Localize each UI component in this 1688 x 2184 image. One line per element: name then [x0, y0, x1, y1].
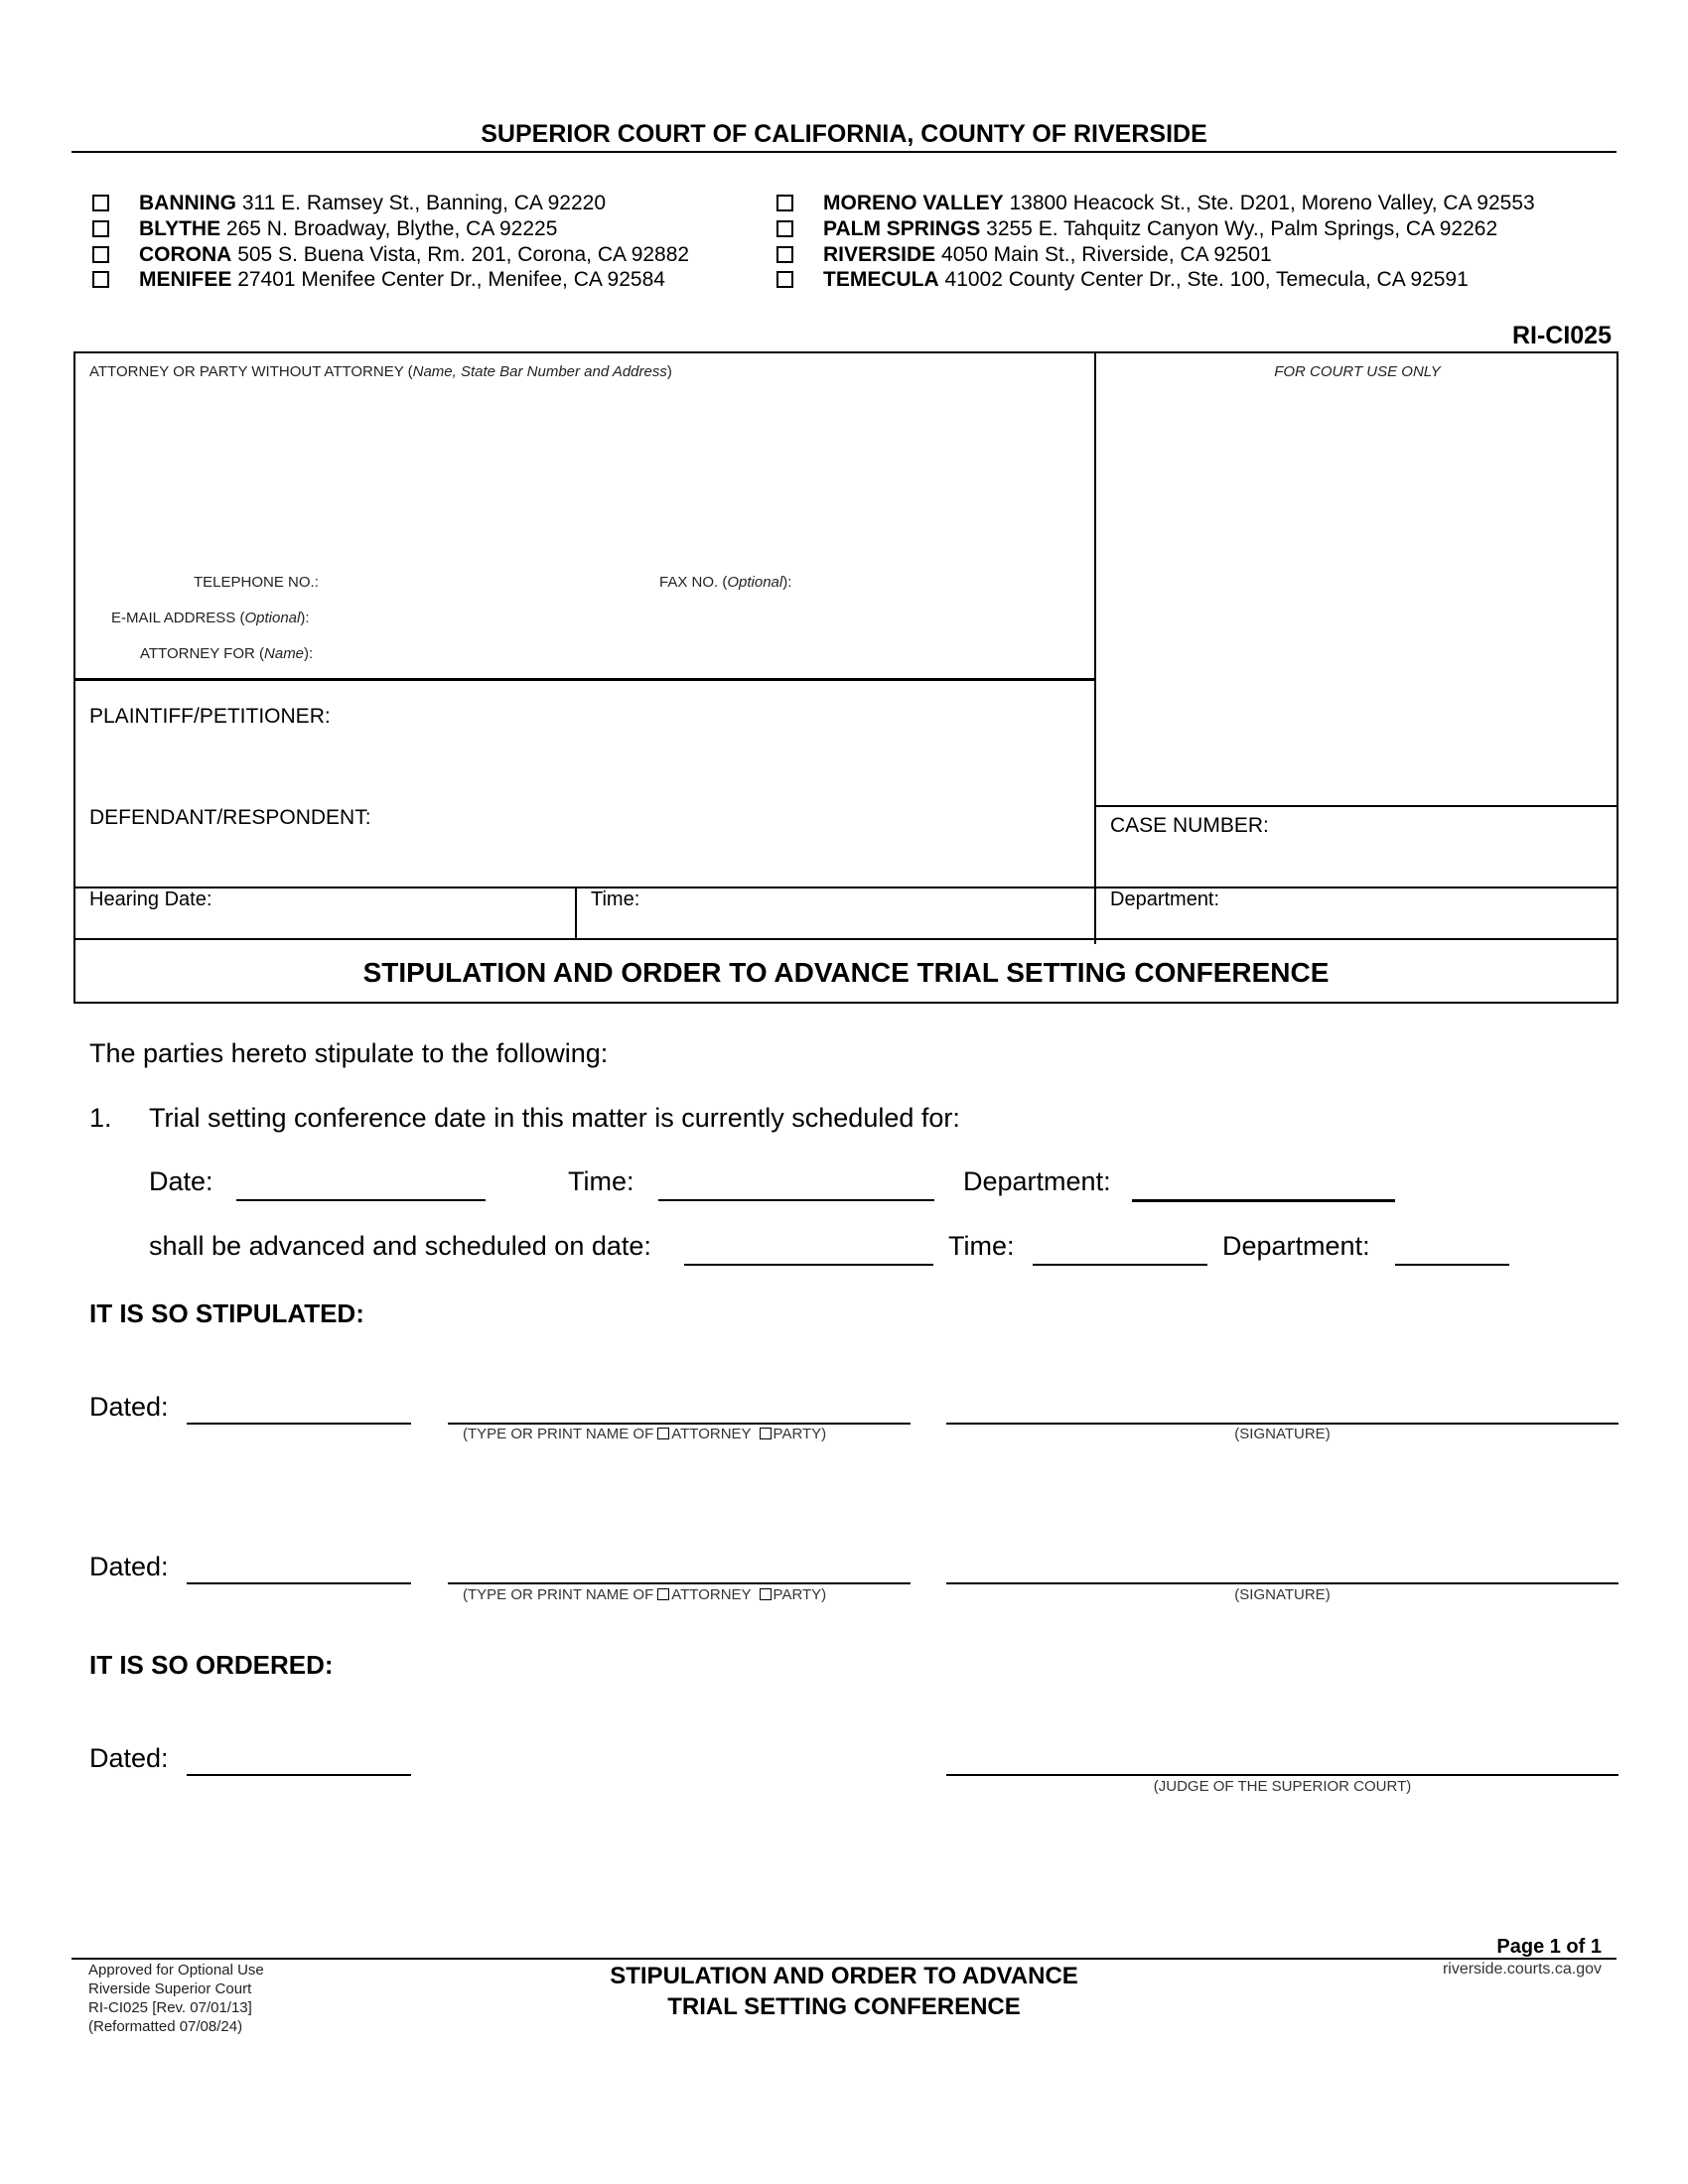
divider-title-top — [73, 938, 1618, 940]
fax-label: FAX NO. (Optional): — [659, 574, 792, 591]
current-department-field[interactable] — [1132, 1199, 1395, 1202]
court-blythe: BLYTHE 265 N. Broadway, Blythe, CA 92225 — [139, 217, 558, 240]
printed-name-field-2[interactable] — [448, 1582, 911, 1584]
signature-caption-2: (SIGNATURE) — [1234, 1586, 1331, 1603]
divider-hearing-top — [73, 887, 1618, 888]
form-number: RI-CI025 — [1511, 322, 1612, 349]
advance-department-label: Department: — [1222, 1231, 1370, 1261]
court-banning: BANNING 311 E. Ramsey St., Banning, CA 92220 — [139, 192, 607, 214]
court-corona: CORONA 505 S. Buena Vista, Rm. 201, Corona, CA 92882 — [139, 243, 690, 266]
hearing-time-label: Time: — [591, 888, 640, 910]
email-label: E-MAIL ADDRESS (Optional): — [111, 610, 310, 626]
court-palm-springs: PALM SPRINGS 3255 E. Tahquitz Canyon Wy., Palm Springs, CA 92262 — [823, 217, 1498, 240]
hearing-department-label: Department: — [1110, 888, 1220, 910]
current-date-field[interactable] — [236, 1199, 486, 1201]
advance-label: shall be advanced and scheduled on date: — [149, 1231, 651, 1261]
advance-time-field[interactable] — [1033, 1264, 1207, 1266]
current-time-field[interactable] — [658, 1199, 934, 1201]
checkbox-riverside[interactable] — [776, 246, 793, 263]
footer-reformatted: (Reformatted 07/08/24) — [88, 2018, 243, 2035]
party-checkbox-1[interactable] — [760, 1428, 772, 1439]
printed-name-field-1[interactable] — [448, 1423, 911, 1425]
court-use-label: FOR COURT USE ONLY — [1274, 363, 1441, 380]
footer-website[interactable]: riverside.courts.ca.gov — [1442, 1961, 1602, 1978]
footer-title-1: STIPULATION AND ORDER TO ADVANCE — [610, 1963, 1078, 1989]
court-moreno-valley: MORENO VALLEY 13800 Heacock St., Ste. D201, Moreno Valley, CA 92553 — [823, 192, 1535, 214]
court-title: SUPERIOR COURT OF CALIFORNIA, COUNTY OF RIVERSIDE — [481, 120, 1207, 148]
signature-field-2[interactable] — [946, 1582, 1618, 1584]
checkbox-palm-springs[interactable] — [776, 220, 793, 237]
printed-name-caption-2: (TYPE OR PRINT NAME OF ATTORNEY PARTY) — [463, 1586, 827, 1603]
current-date-label: Date: — [149, 1166, 213, 1196]
form-title: STIPULATION AND ORDER TO ADVANCE TRIAL SETTING CONFERENCE — [362, 957, 1330, 988]
divider-vertical-main — [1094, 351, 1096, 944]
judge-signature-field[interactable] — [946, 1774, 1618, 1776]
footer-rule — [71, 1958, 1617, 1960]
ordered-heading: IT IS SO ORDERED: — [89, 1650, 334, 1680]
divider-case-top — [1094, 805, 1618, 807]
divider-attorney-bottom — [73, 678, 1096, 681]
court-riverside: RIVERSIDE 4050 Main St., Riverside, CA 92501 — [823, 243, 1272, 266]
footer-approved: Approved for Optional Use — [88, 1962, 264, 1979]
printed-name-caption-1: (TYPE OR PRINT NAME OF ATTORNEY PARTY) — [463, 1426, 827, 1442]
divider-hearing-time — [575, 887, 577, 939]
court-temecula: TEMECULA 41002 County Center Dr., Ste. 100, Temecula, CA 92591 — [823, 268, 1469, 291]
dated-field-2[interactable] — [187, 1582, 411, 1584]
footer-title-2: TRIAL SETTING CONFERENCE — [667, 1993, 1021, 2020]
current-department-label: Department: — [963, 1166, 1111, 1196]
hearing-date-label: Hearing Date: — [89, 888, 212, 910]
item-number: 1. — [89, 1103, 112, 1133]
defendant-label: DEFENDANT/RESPONDENT: — [89, 806, 371, 829]
dated-label-1: Dated: — [89, 1392, 169, 1422]
attorney-checkbox-1[interactable] — [657, 1428, 669, 1439]
dated-label-judge: Dated: — [89, 1743, 169, 1773]
checkbox-menifee[interactable] — [92, 271, 109, 288]
plaintiff-label: PLAINTIFF/PETITIONER: — [89, 705, 331, 728]
item-text: Trial setting conference date in this matter is currently scheduled for: — [149, 1103, 960, 1133]
attorney-checkbox-2[interactable] — [657, 1588, 669, 1600]
checkbox-moreno-valley[interactable] — [776, 195, 793, 211]
advance-time-label: Time: — [948, 1231, 1015, 1261]
judge-caption: (JUDGE OF THE SUPERIOR COURT) — [1153, 1778, 1412, 1795]
dated-field-1[interactable] — [187, 1423, 411, 1425]
header-rule — [71, 151, 1617, 153]
advance-date-field[interactable] — [684, 1264, 933, 1266]
signature-caption-1: (SIGNATURE) — [1234, 1426, 1331, 1442]
dated-label-2: Dated: — [89, 1552, 169, 1581]
attorney-for-label: ATTORNEY FOR (Name): — [140, 645, 314, 662]
checkbox-banning[interactable] — [92, 195, 109, 211]
current-time-label: Time: — [568, 1166, 634, 1196]
party-checkbox-2[interactable] — [760, 1588, 772, 1600]
signature-field-1[interactable] — [946, 1423, 1618, 1425]
page-label: Page 1 of 1 — [1496, 1936, 1602, 1958]
attorney-label: ATTORNEY OR PARTY WITHOUT ATTORNEY (Name, State Bar Number and Address) — [89, 363, 672, 380]
footer-revision: RI-CI025 [Rev. 07/01/13] — [88, 1999, 252, 2016]
court-menifee: MENIFEE 27401 Menifee Center Dr., Menifee, CA 92584 — [139, 268, 665, 291]
stipulated-heading: IT IS SO STIPULATED: — [89, 1298, 364, 1328]
checkbox-temecula[interactable] — [776, 271, 793, 288]
case-number-label: CASE NUMBER: — [1110, 814, 1269, 837]
intro-text: The parties hereto stipulate to the following: — [89, 1038, 609, 1068]
advance-department-field[interactable] — [1395, 1264, 1509, 1266]
checkbox-blythe[interactable] — [92, 220, 109, 237]
dated-field-judge[interactable] — [187, 1774, 411, 1776]
checkbox-corona[interactable] — [92, 246, 109, 263]
telephone-label: TELEPHONE NO.: — [194, 574, 319, 591]
footer-court: Riverside Superior Court — [88, 1980, 252, 1997]
